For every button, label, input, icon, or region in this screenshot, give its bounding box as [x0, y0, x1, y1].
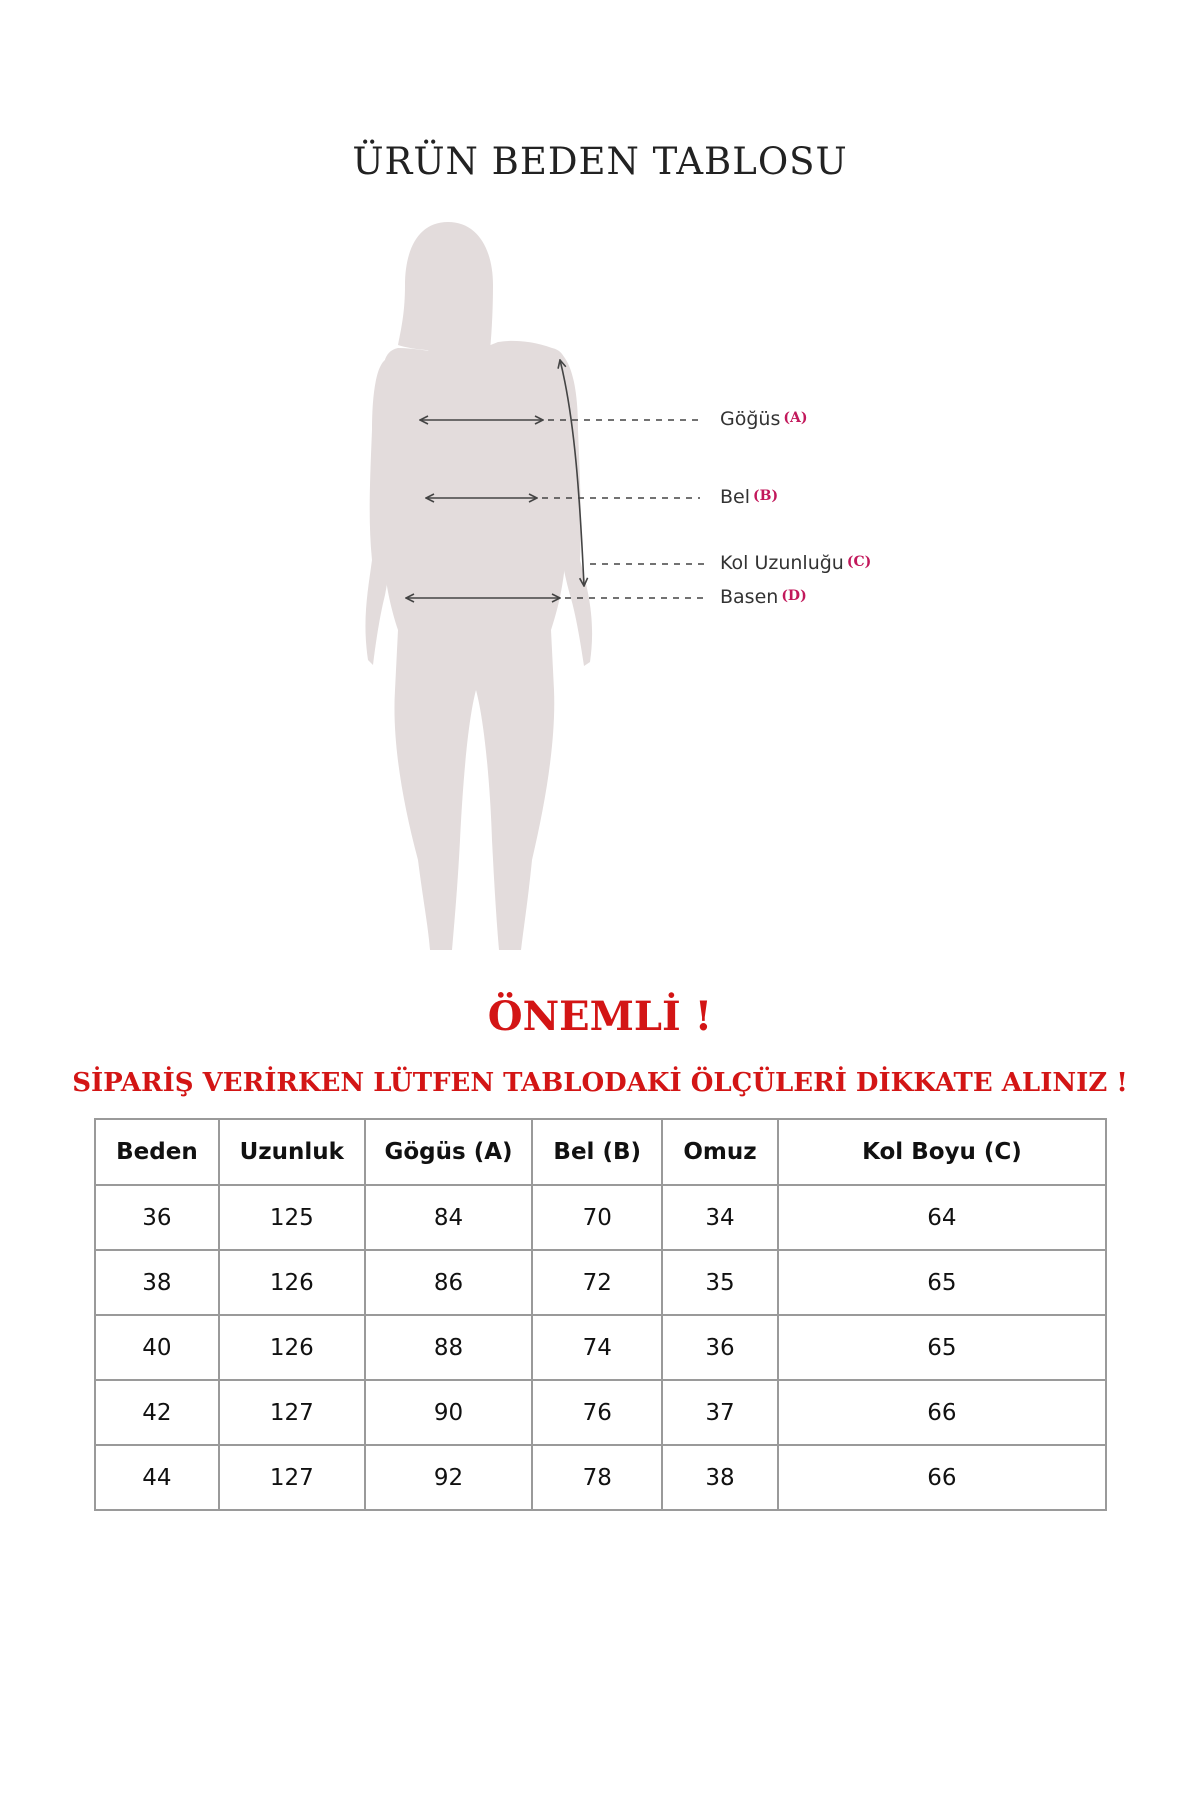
table-cell: 126 — [219, 1315, 365, 1380]
table-cell: 78 — [532, 1445, 662, 1510]
measurement-label-waist: Bel (B) — [720, 486, 779, 508]
page-title: ÜRÜN BEDEN TABLOSU — [352, 140, 848, 183]
size-table — [94, 1118, 1107, 1511]
table-cell: 65 — [778, 1315, 1106, 1380]
measurement-code-hip: (D) — [781, 588, 807, 604]
table-cell: 127 — [219, 1380, 365, 1445]
column-header-waist: Bel (B) — [532, 1119, 662, 1185]
table-row — [95, 1250, 1106, 1315]
measurement-code-waist: (B) — [753, 488, 779, 504]
table-cell: 66 — [778, 1445, 1106, 1510]
measurement-label-sleeve: Kol Uzunluğu (C) — [720, 552, 872, 574]
table-cell: 38 — [95, 1250, 219, 1315]
table-cell: 72 — [532, 1250, 662, 1315]
table-cell: 36 — [95, 1185, 219, 1250]
woman-silhouette — [365, 222, 592, 950]
table-cell: 36 — [662, 1315, 778, 1380]
table-header-row — [95, 1119, 1106, 1185]
table-cell: 65 — [778, 1250, 1106, 1315]
table-cell: 44 — [95, 1445, 219, 1510]
column-header-size: Beden — [95, 1119, 219, 1185]
important-heading: ÖNEMLİ ! — [487, 993, 713, 1040]
column-header-length: Uzunluk — [219, 1119, 365, 1185]
table-cell: 90 — [365, 1380, 533, 1445]
table-cell: 37 — [662, 1380, 778, 1445]
table-cell: 38 — [662, 1445, 778, 1510]
table-cell: 66 — [778, 1380, 1106, 1445]
column-header-sleeve: Kol Boyu (C) — [778, 1119, 1106, 1185]
table-row — [95, 1185, 1106, 1250]
column-header-shoulder: Omuz — [662, 1119, 778, 1185]
column-header-chest: Gögüs (A) — [365, 1119, 533, 1185]
table-cell: 34 — [662, 1185, 778, 1250]
measurement-code-chest: (A) — [783, 410, 808, 426]
table-row — [95, 1380, 1106, 1445]
table-cell: 74 — [532, 1315, 662, 1380]
table-cell: 127 — [219, 1445, 365, 1510]
measurement-label-chest: Göğüs (A) — [720, 408, 808, 430]
table-cell: 76 — [532, 1380, 662, 1445]
table-cell: 70 — [532, 1185, 662, 1250]
table-row — [95, 1445, 1106, 1510]
table-cell: 88 — [365, 1315, 533, 1380]
table-cell: 92 — [365, 1445, 533, 1510]
table-cell: 35 — [662, 1250, 778, 1315]
table-cell: 64 — [778, 1185, 1106, 1250]
order-warning-message: SİPARİŞ VERİRKEN LÜTFEN TABLODAKİ ÖLÇÜLERİ DİKKATE ALINIZ ! — [72, 1068, 1128, 1098]
table-cell: 84 — [365, 1185, 533, 1250]
table-cell: 42 — [95, 1380, 219, 1445]
table-cell: 86 — [365, 1250, 533, 1315]
table-cell: 125 — [219, 1185, 365, 1250]
table-cell: 40 — [95, 1315, 219, 1380]
measurement-code-sleeve: (C) — [846, 554, 872, 570]
table-cell: 126 — [219, 1250, 365, 1315]
measurement-label-hip: Basen (D) — [720, 586, 807, 608]
table-row — [95, 1315, 1106, 1380]
